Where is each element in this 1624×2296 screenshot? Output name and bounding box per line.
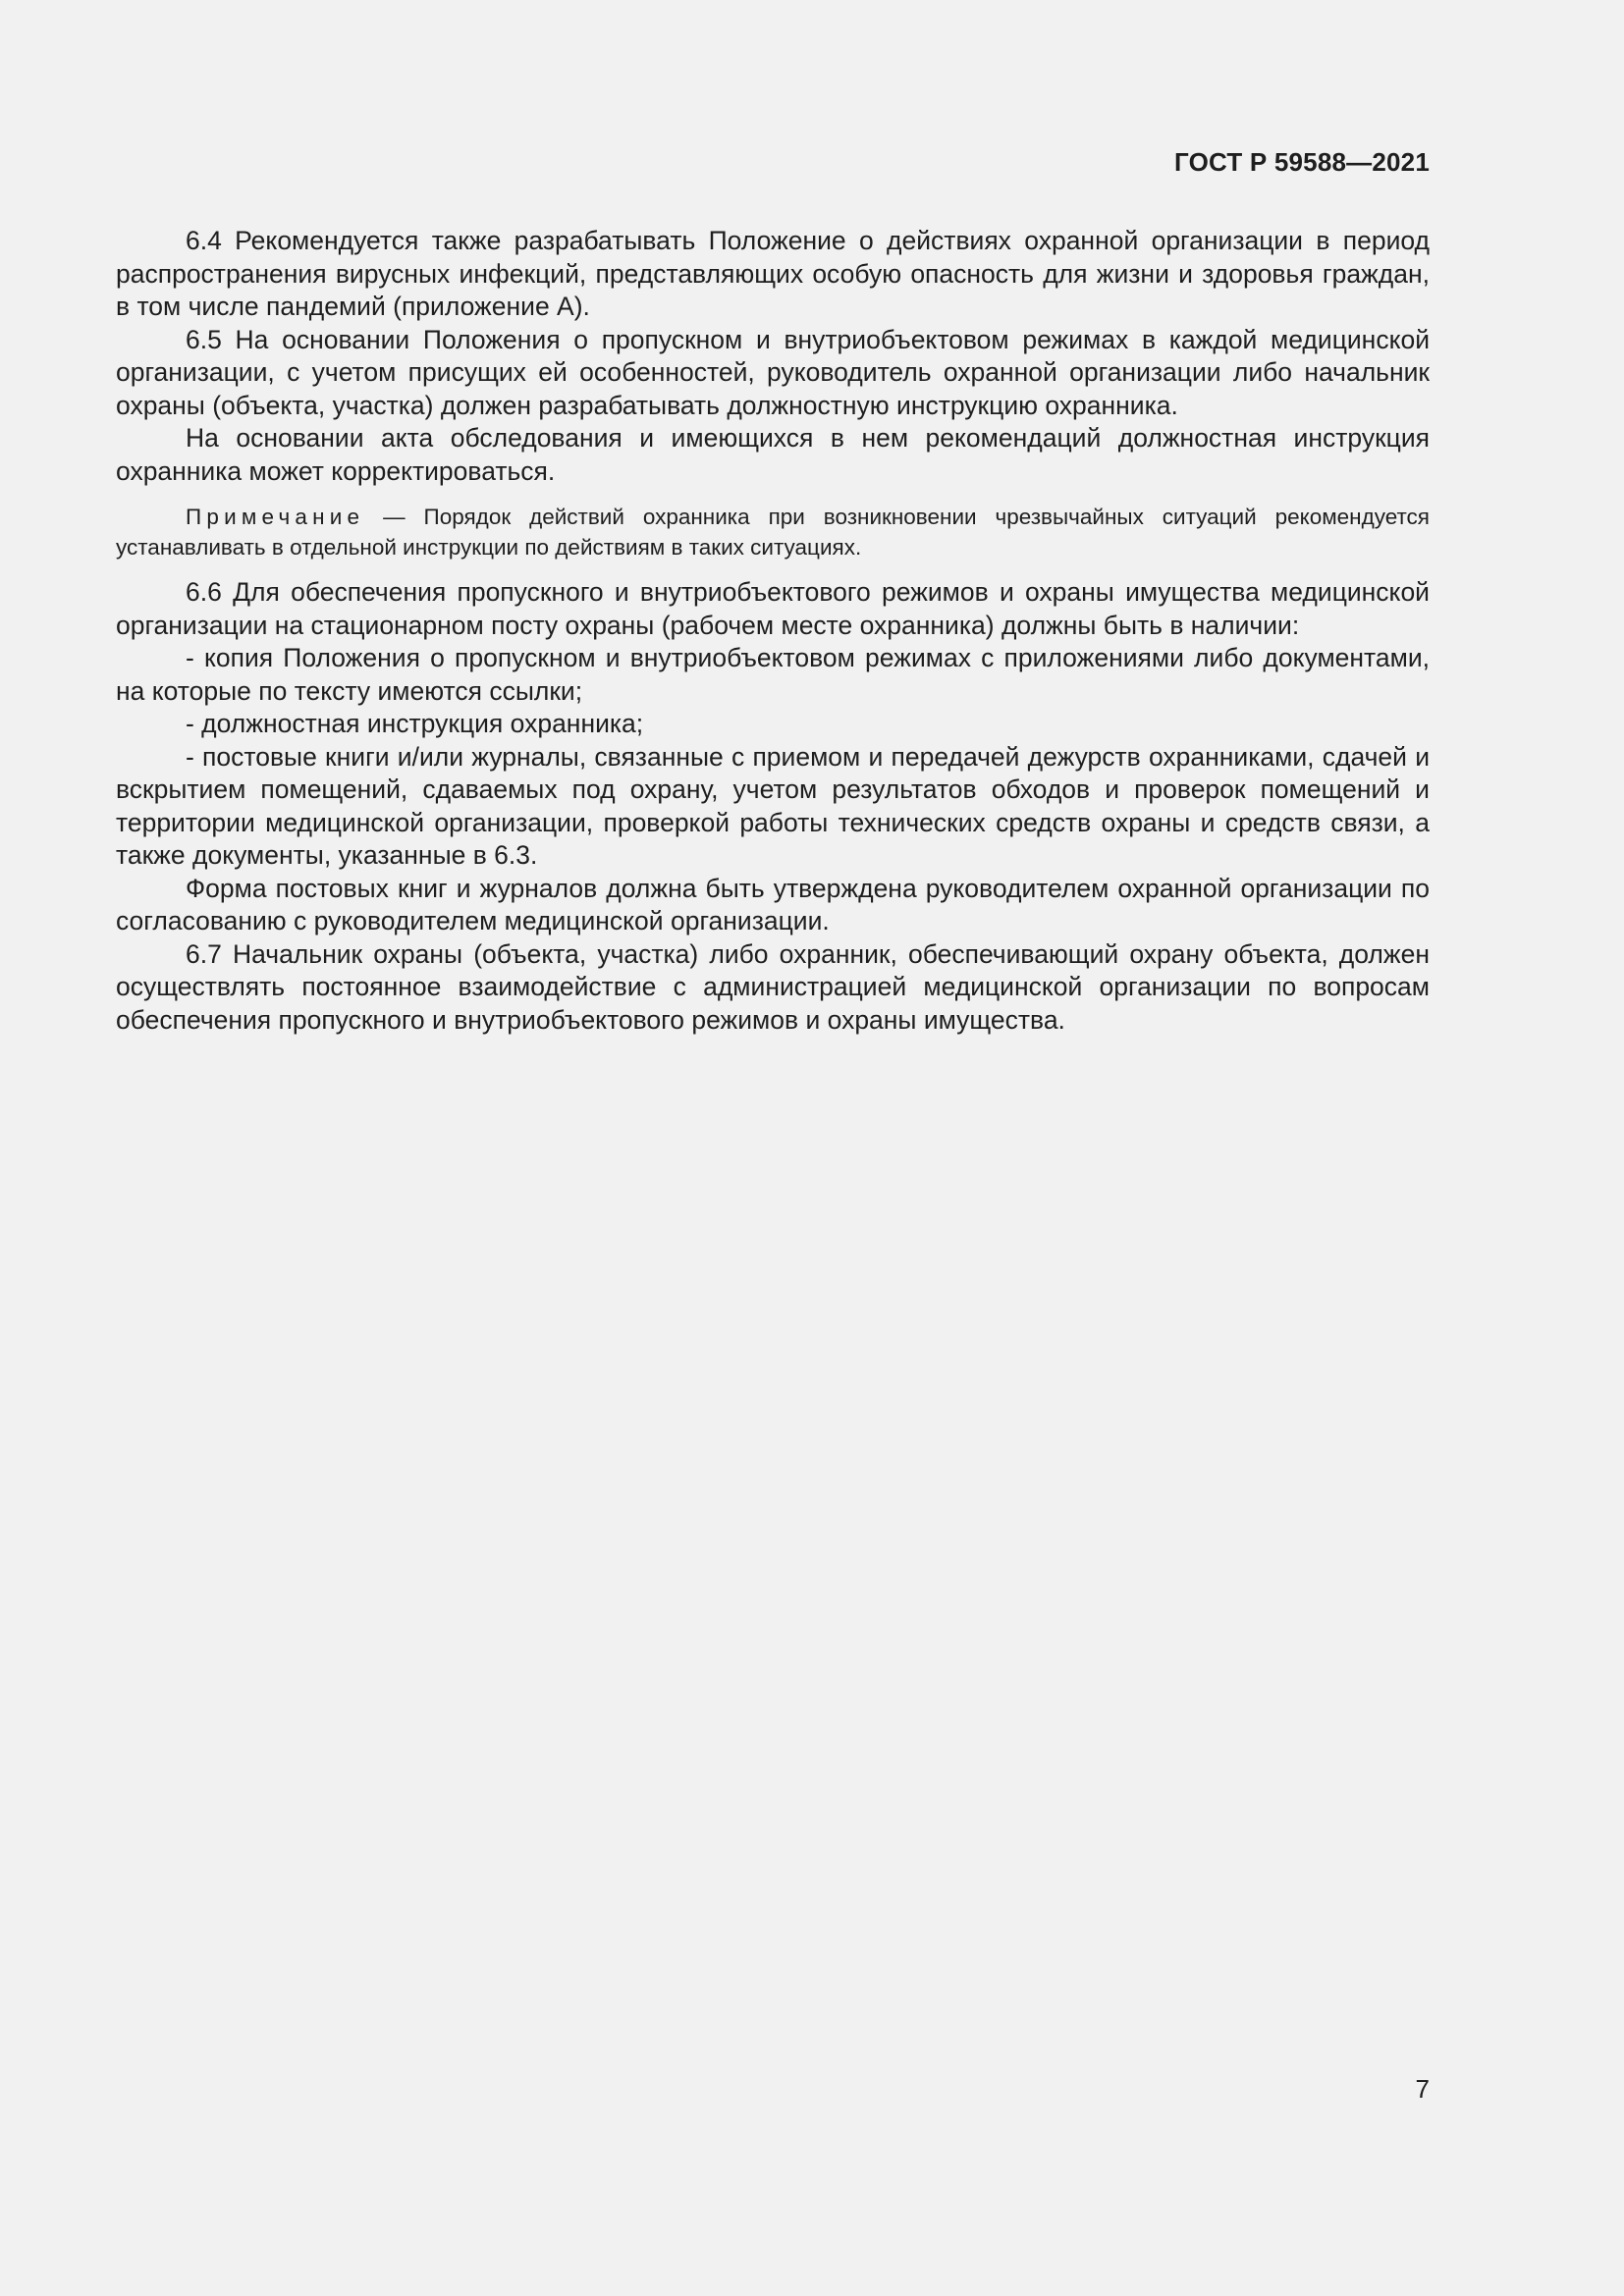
note-text: — Порядок действий охранника при возникновении чрезвычайных ситуаций рекомендуется устанавливать в отдельной инструкции по действиям в таких ситуациях. bbox=[116, 505, 1430, 560]
list-item-post-books: - постовые книги и/или журналы, связанные с приемом и передачей дежурств охранниками, сдачей и вскрытием помещений, сдаваемых под охрану, учетом результатов обходов и проверок помещений и территории медицинской организации, проверкой работы технических средств охраны и средств связи, а также документы, указанные в 6.3. bbox=[116, 741, 1430, 870]
paragraph-6-7: 6.7 Начальник охраны (объекта, участка) либо охранник, обеспечивающий охрану объекта, должен осуществлять постоянное взаимодействие с администрацией медицинской организации по вопросам обеспечения пропускного и внутриобъектового режимов и охраны имущества. bbox=[116, 938, 1430, 1035]
paragraph-6-4: 6.4 Рекомендуется также разрабатывать Положение о действиях охранной организации в период распространения вирусных инфекций, представляющих особую опасность для жизни и здоровья граждан, в том числе пандемий (приложение А). bbox=[116, 226, 1430, 321]
note bbox=[116, 502, 1430, 562]
paragraph-6-6-form: Форма постовых книг и журналов должна быть утверждена руководителем охранной организации по согласованию с руководителем медицинской организации. bbox=[116, 873, 1430, 935]
paragraph-6-5-continuation: На основании акта обследования и имеющихся в нем рекомендаций должностная инструкция охранника может корректироваться. bbox=[116, 423, 1430, 486]
list-item-copy-of-regulation: - копия Положения о пропускном и внутриобъектовом режимах с приложениями либо документами, на которые по тексту имеются ссылки; bbox=[116, 643, 1430, 706]
page-number: 7 bbox=[1415, 2074, 1430, 2104]
list-item-job-instruction: - должностная инструкция охранника; bbox=[186, 709, 644, 738]
paragraph-6-5: 6.5 На основании Положения о пропускном и внутриобъектовом режимах в каждой медицинской организации, с учетом присущих ей особенностей, руководитель охранной организации либо начальник охраны (объекта, участка) должен разрабатывать должностную инструкцию охранника. bbox=[116, 324, 1430, 420]
note-label: Примечание bbox=[186, 505, 365, 529]
document-body bbox=[116, 225, 1430, 1037]
document-code-header: ГОСТ Р 59588—2021 bbox=[1174, 147, 1430, 177]
paragraph-6-6: 6.6 Для обеспечения пропускного и внутриобъектового режимов и охраны имущества медицинской организации на стационарном посту охраны (рабочем месте охранника) должны быть в наличии: bbox=[116, 577, 1430, 640]
